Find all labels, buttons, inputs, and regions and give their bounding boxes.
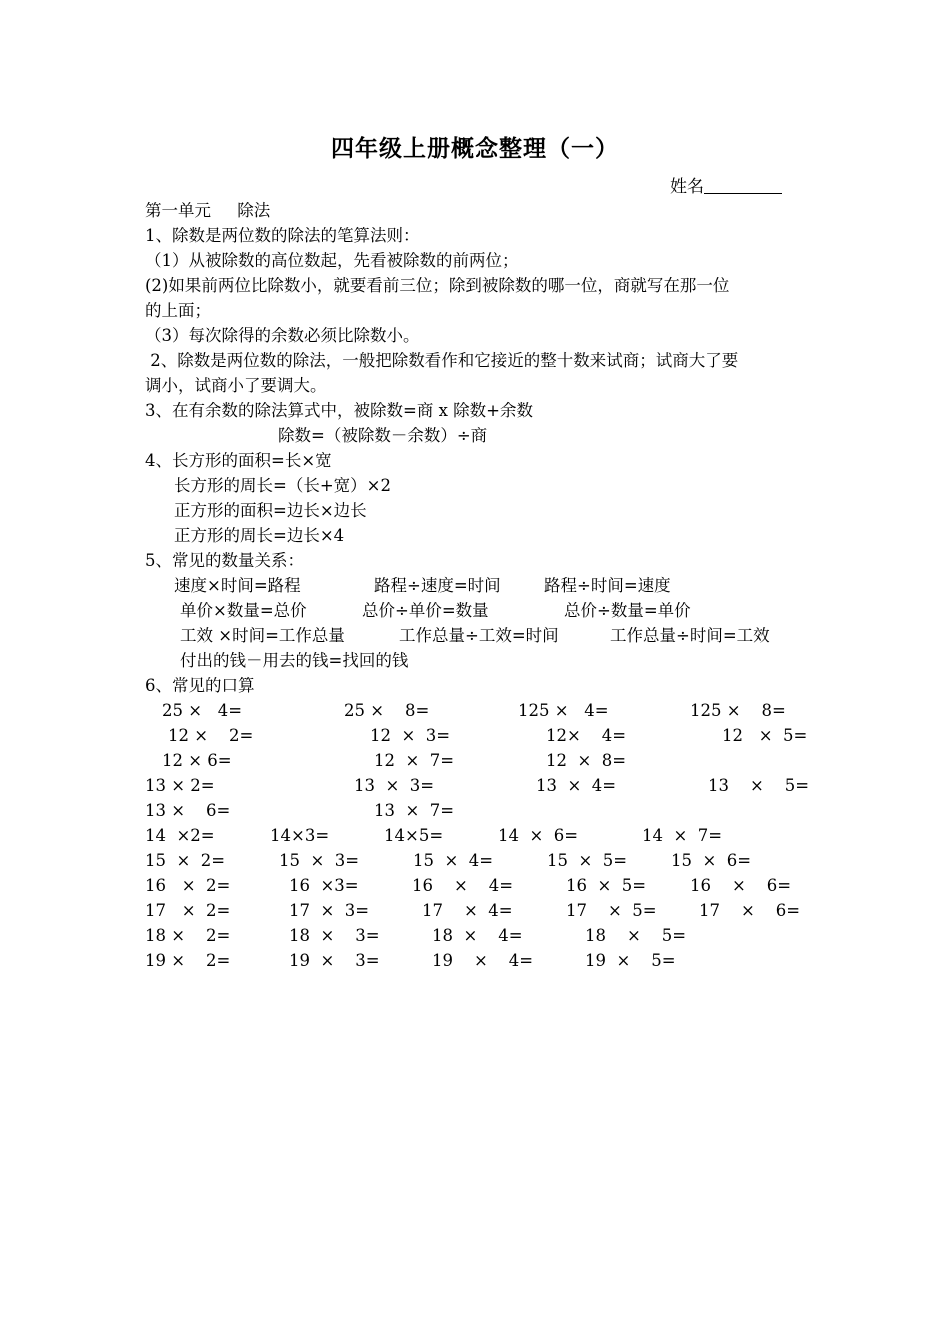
calc-item: 18 × 5=: [585, 926, 687, 945]
rule-4-rect-perimeter: 长方形的周长=（长+宽）×2: [174, 476, 391, 495]
calc-item: 12 × 6=: [162, 751, 232, 770]
calc-item: 13 × 4=: [536, 776, 617, 795]
rule-5-heading: 5、常见的数量关系：: [145, 551, 304, 570]
relation-work-2: 工作总量÷工效=时间: [399, 626, 559, 645]
calc-item: 18 × 2=: [145, 926, 231, 945]
calc-item: 13 × 5=: [708, 776, 810, 795]
unit-heading: 第一单元 除法: [145, 201, 271, 220]
relation-change: 付出的钱－用去的钱=找回的钱: [180, 651, 409, 670]
calc-item: 19 × 3=: [289, 951, 380, 970]
calc-item: 125 × 4=: [518, 701, 609, 720]
relation-price-3: 总价÷数量=单价: [564, 601, 691, 620]
calc-item: 12 × 3=: [370, 726, 451, 745]
calc-item: 14×3=: [270, 826, 330, 845]
rule-1-step-2-cont: 的上面；: [145, 301, 211, 320]
calc-item: 15 × 3=: [279, 851, 360, 870]
calc-item: 125 × 8=: [690, 701, 786, 720]
relation-speed-2: 路程÷速度=时间: [374, 576, 501, 595]
calc-item: 15 × 5=: [547, 851, 628, 870]
calc-item: 15 × 2=: [145, 851, 226, 870]
calc-item: 12 × 8=: [546, 751, 627, 770]
calc-item: 12 × 5=: [722, 726, 808, 745]
calc-item: 16 × 2=: [145, 876, 231, 895]
rule-1-heading: 1、除数是两位数的除法的笔算法则：: [145, 226, 420, 245]
name-field: [670, 174, 782, 200]
calc-item: 16 × 4=: [412, 876, 514, 895]
calc-item: 19 × 2=: [145, 951, 231, 970]
rule-2: 2、除数是两位数的除法，一般把除数看作和它接近的整十数来试商；试商大了要: [145, 351, 739, 370]
calc-item: 12 × 7=: [374, 751, 455, 770]
relation-work-1: 工效 ×时间=工作总量: [180, 626, 345, 645]
name-blank-line[interactable]: [704, 175, 782, 194]
calc-item: 17 × 2=: [145, 901, 231, 920]
calc-item: 25 × 8=: [344, 701, 430, 720]
calc-item: 17 × 5=: [566, 901, 657, 920]
calc-item: 13 × 6=: [145, 801, 231, 820]
calc-item: 17 × 6=: [699, 901, 801, 920]
rule-2-cont: 调小，试商小了要调大。: [145, 376, 327, 395]
calc-item: 12 × 2=: [168, 726, 254, 745]
calc-item: 15 × 6=: [671, 851, 752, 870]
calc-item: 16 × 6=: [690, 876, 792, 895]
relation-price-2: 总价÷单价=数量: [362, 601, 489, 620]
relation-speed-3: 路程÷时间=速度: [544, 576, 671, 595]
relation-price-1: 单价×数量=总价: [180, 601, 307, 620]
calc-item: 14 × 7=: [642, 826, 723, 845]
rule-3: 3、在有余数的除法算式中，被除数=商 x 除数+余数: [145, 401, 533, 420]
rule-1-step-1: （1）从被除数的高位数起，先看被除数的前两位；: [145, 251, 519, 270]
calc-item: 13 × 3=: [354, 776, 435, 795]
rule-6-heading: 6、常见的口算: [145, 676, 255, 695]
calc-item: 15 × 4=: [413, 851, 494, 870]
relation-speed-1: 速度×时间=路程: [174, 576, 301, 595]
calc-item: 13 × 2=: [145, 776, 215, 795]
rule-1-step-3: （3）每次除得的余数必须比除数小。: [145, 326, 420, 345]
rule-3-divisor: 除数=（被除数－余数）÷商: [278, 426, 488, 445]
calc-item: 18 × 4=: [432, 926, 523, 945]
calc-item: 14×5=: [384, 826, 444, 845]
name-label: 姓名: [670, 177, 704, 197]
rule-4-square-perimeter: 正方形的周长=边长×4: [174, 526, 345, 545]
calc-item: 16 ×3=: [289, 876, 359, 895]
calc-item: 25 × 4=: [162, 701, 243, 720]
rule-4-square-area: 正方形的面积=边长×边长: [174, 501, 367, 520]
relation-work-3: 工作总量÷时间=工效: [610, 626, 770, 645]
rule-4-rect-area: 4、长方形的面积=长×宽: [145, 451, 332, 470]
calc-item: 16 × 5=: [566, 876, 647, 895]
calc-item: 19 × 5=: [585, 951, 676, 970]
calc-item: 14 × 6=: [498, 826, 579, 845]
calc-item: 18 × 3=: [289, 926, 380, 945]
calc-item: 13 × 7=: [374, 801, 455, 820]
calc-item: 19 × 4=: [432, 951, 534, 970]
rule-1-step-2: (2)如果前两位比除数小，就要看前三位；除到被除数的哪一位，商就写在那一位: [145, 276, 730, 295]
calc-item: 17 × 3=: [289, 901, 370, 920]
page-title: 四年级上册概念整理（一）: [331, 136, 619, 162]
calc-item: 12× 4=: [546, 726, 627, 745]
calc-item: 17 × 4=: [422, 901, 513, 920]
calc-item: 14 ×2=: [145, 826, 215, 845]
